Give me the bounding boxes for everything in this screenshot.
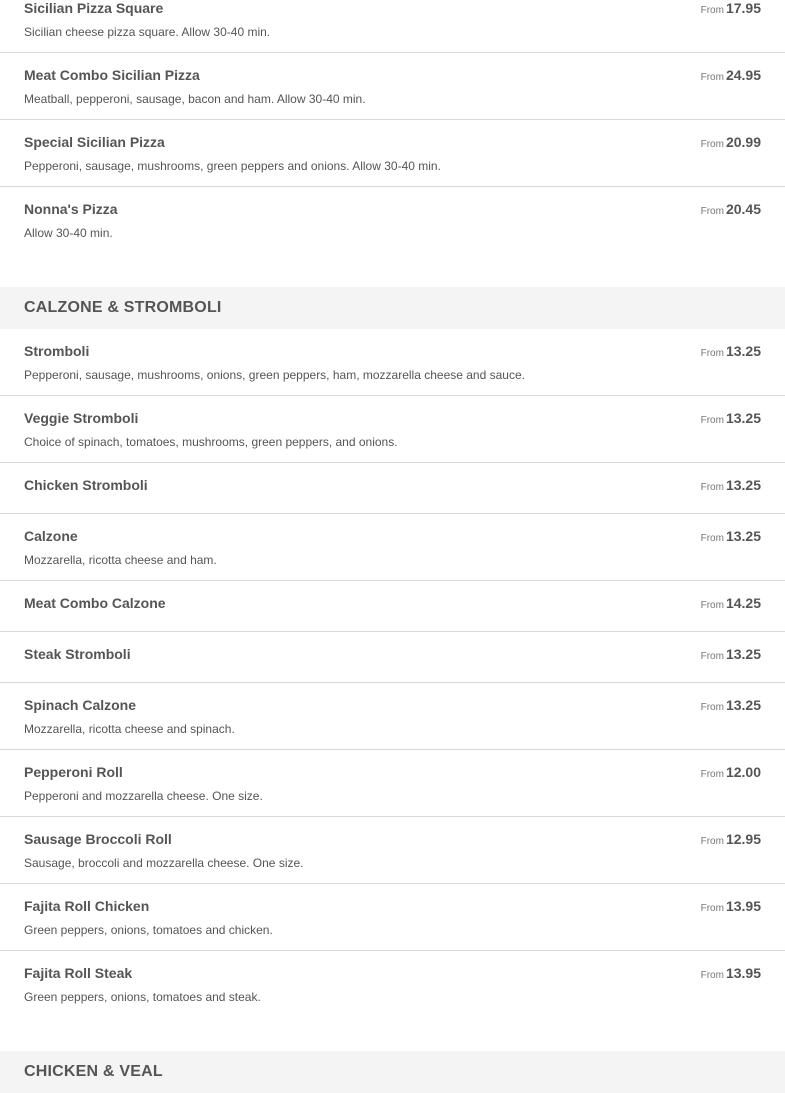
menu-item-description: Pepperoni, sausage, mushrooms, onions, green peppers, ham, mozzarella cheese and sauce. bbox=[24, 368, 525, 382]
menu-item-price bbox=[701, 477, 761, 496]
section-items bbox=[0, 0, 785, 254]
price-from-label: From bbox=[700, 206, 724, 217]
price-value: 17.95 bbox=[725, 0, 761, 16]
price-value: 20.99 bbox=[725, 134, 761, 150]
price-value: 12.00 bbox=[725, 764, 761, 780]
menu-item[interactable] bbox=[0, 463, 785, 514]
menu-item-name: Spinach Calzone bbox=[24, 697, 137, 713]
menu-item-name: Fajita Roll Chicken bbox=[24, 898, 150, 914]
price-from-label: From bbox=[700, 5, 724, 16]
section-header: CHICKEN & VEAL bbox=[0, 1051, 785, 1093]
menu-item-price bbox=[701, 595, 761, 614]
menu-item[interactable] bbox=[0, 750, 785, 817]
menu-item-description: Green peppers, onions, tomatoes and chicken. bbox=[24, 923, 273, 937]
menu-item-name: Sausage Broccoli Roll bbox=[24, 831, 172, 847]
price-from-label: From bbox=[700, 139, 724, 150]
menu-item-price bbox=[701, 764, 761, 783]
menu-item-description: Pepperoni, sausage, mushrooms, green peppers and onions. Allow 30-40 min. bbox=[24, 159, 441, 173]
menu-item-description: Sausage, broccoli and mozzarella cheese. One size. bbox=[24, 856, 304, 870]
menu-item-name: Veggie Stromboli bbox=[24, 410, 139, 426]
price-value: 13.95 bbox=[725, 965, 761, 981]
menu-item-name: Steak Stromboli bbox=[24, 646, 131, 662]
section-spacer bbox=[0, 1018, 785, 1051]
menu-item[interactable] bbox=[0, 329, 785, 396]
menu-item-price bbox=[701, 965, 761, 984]
menu-item[interactable] bbox=[0, 817, 785, 884]
menu-item[interactable] bbox=[0, 187, 785, 254]
price-value: 13.25 bbox=[725, 410, 761, 426]
menu-item-price bbox=[701, 0, 761, 19]
price-from-label: From bbox=[700, 970, 724, 981]
menu-item-description: Meatball, pepperoni, sausage, bacon and ham. Allow 30-40 min. bbox=[24, 92, 366, 106]
price-from-label: From bbox=[700, 600, 724, 611]
menu-item[interactable] bbox=[0, 884, 785, 951]
menu-item-price bbox=[701, 201, 761, 220]
section-items bbox=[0, 329, 785, 1018]
menu-item[interactable] bbox=[0, 951, 785, 1018]
menu-item[interactable] bbox=[0, 120, 785, 187]
menu-item[interactable] bbox=[0, 683, 785, 750]
price-value: 13.25 bbox=[725, 477, 761, 493]
price-value: 14.25 bbox=[725, 595, 761, 611]
price-value: 24.95 bbox=[725, 67, 761, 83]
menu-item[interactable] bbox=[0, 581, 785, 632]
menu-item-price bbox=[701, 134, 761, 153]
menu-item[interactable] bbox=[0, 396, 785, 463]
menu-item-name: Meat Combo Calzone bbox=[24, 595, 166, 611]
menu-item-price bbox=[701, 898, 761, 917]
price-from-label: From bbox=[700, 702, 724, 713]
price-from-label: From bbox=[700, 72, 724, 83]
menu-item-name: Nonna's Pizza bbox=[24, 201, 118, 217]
menu-item-price bbox=[701, 67, 761, 86]
price-value: 12.95 bbox=[725, 831, 761, 847]
menu-item-name: Meat Combo Sicilian Pizza bbox=[24, 67, 200, 83]
menu-item-name: Fajita Roll Steak bbox=[24, 965, 133, 981]
price-value: 13.25 bbox=[725, 697, 761, 713]
menu-item[interactable] bbox=[0, 0, 785, 53]
menu-item-name: Calzone bbox=[24, 528, 78, 544]
menu-item-price bbox=[701, 410, 761, 429]
price-from-label: From bbox=[700, 533, 724, 544]
menu-item[interactable] bbox=[0, 53, 785, 120]
menu-item-price bbox=[701, 343, 761, 362]
price-from-label: From bbox=[700, 348, 724, 359]
menu-item-price bbox=[701, 831, 761, 850]
menu-item-price bbox=[701, 528, 761, 547]
menu-item-description: Mozzarella, ricotta cheese and spinach. bbox=[24, 722, 235, 736]
price-value: 13.25 bbox=[725, 343, 761, 359]
menu-item-description: Allow 30-40 min. bbox=[24, 226, 113, 240]
menu-item-description: Pepperoni and mozzarella cheese. One size. bbox=[24, 789, 263, 803]
menu-item[interactable] bbox=[0, 632, 785, 683]
menu-item-price bbox=[701, 646, 761, 665]
section-header: CALZONE & STROMBOLI bbox=[0, 287, 785, 329]
menu-item-description: Choice of spinach, tomatoes, mushrooms, green peppers, and onions. bbox=[24, 435, 398, 449]
price-from-label: From bbox=[700, 482, 724, 493]
menu-item-price bbox=[701, 697, 761, 716]
menu-item-name: Sicilian Pizza Square bbox=[24, 0, 164, 16]
menu-item-name: Special Sicilian Pizza bbox=[24, 134, 165, 150]
menu-item-name: Pepperoni Roll bbox=[24, 764, 123, 780]
price-from-label: From bbox=[700, 415, 724, 426]
price-from-label: From bbox=[700, 651, 724, 662]
menu-item-name: Chicken Stromboli bbox=[24, 477, 148, 493]
price-value: 13.25 bbox=[725, 646, 761, 662]
price-value: 13.25 bbox=[725, 528, 761, 544]
price-value: 13.95 bbox=[725, 898, 761, 914]
price-from-label: From bbox=[700, 769, 724, 780]
price-from-label: From bbox=[700, 903, 724, 914]
menu-item-description: Sicilian cheese pizza square. Allow 30-40 min. bbox=[24, 25, 271, 39]
menu-item-description: Mozzarella, ricotta cheese and ham. bbox=[24, 553, 217, 567]
menu-item-name: Stromboli bbox=[24, 343, 90, 359]
price-from-label: From bbox=[700, 836, 724, 847]
menu-item-description: Green peppers, onions, tomatoes and steak. bbox=[24, 990, 261, 1004]
section-spacer bbox=[0, 254, 785, 287]
price-value: 20.45 bbox=[725, 201, 761, 217]
menu-item[interactable] bbox=[0, 514, 785, 581]
